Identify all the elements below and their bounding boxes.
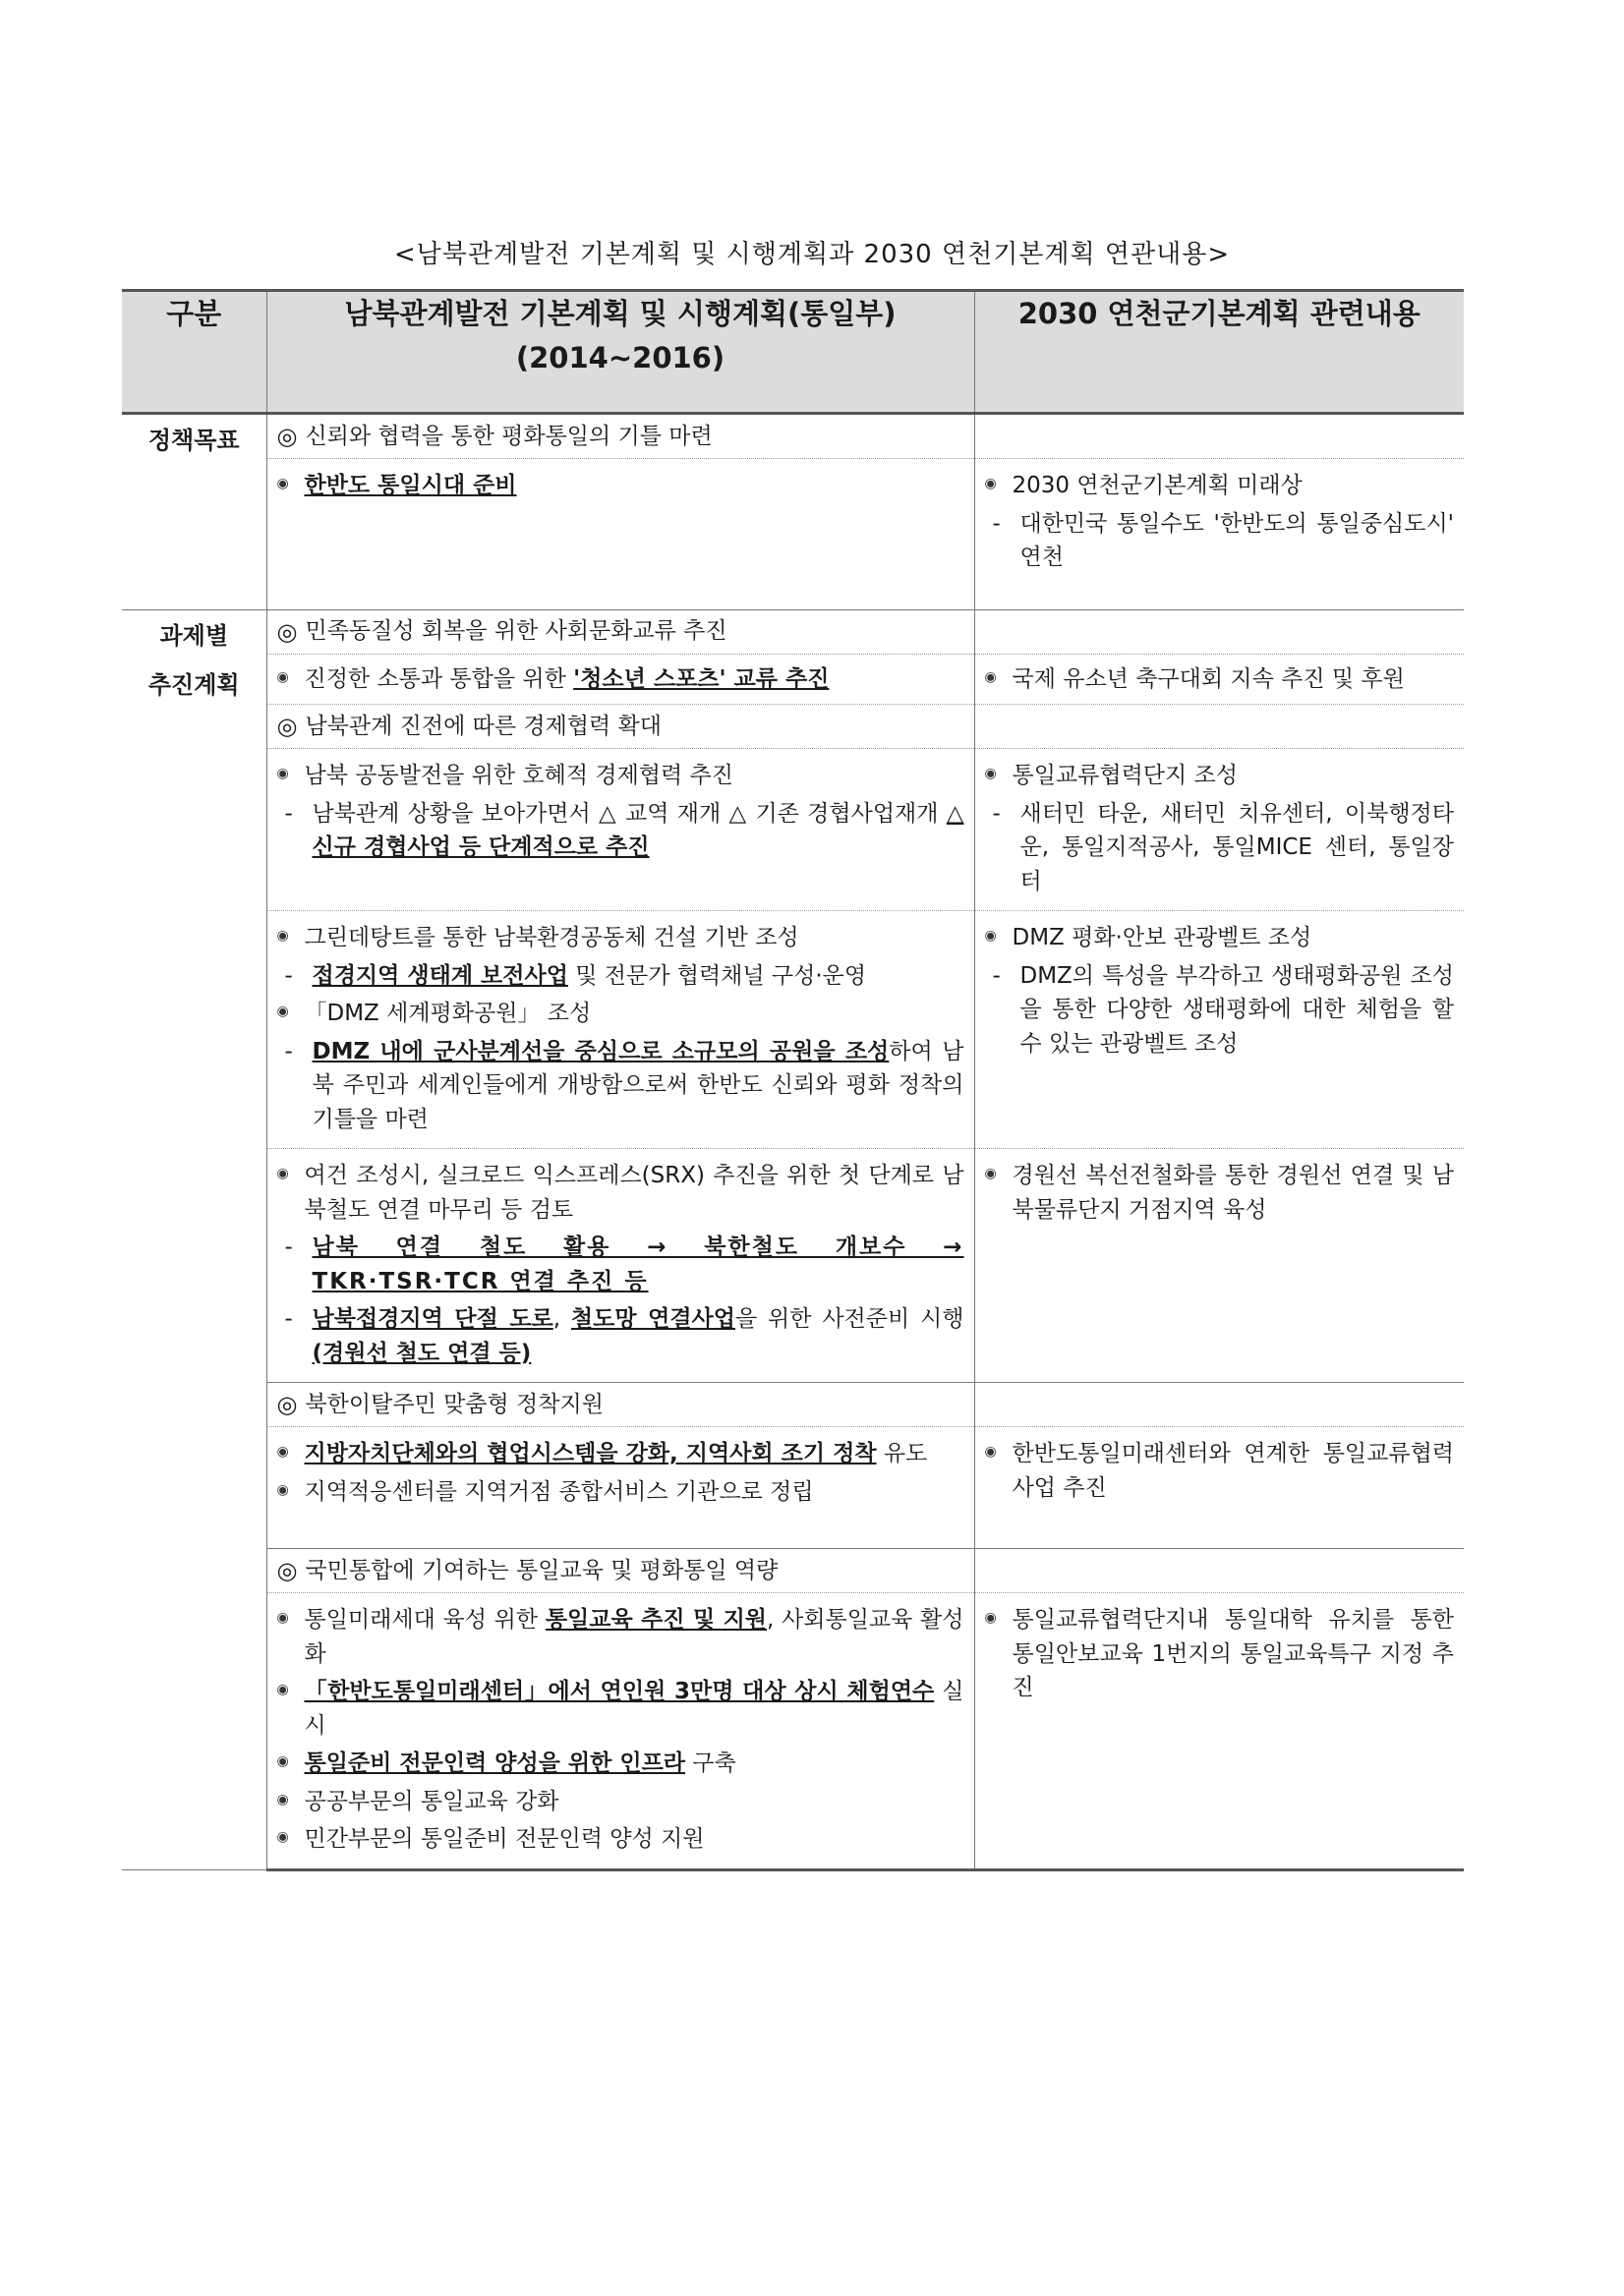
bullet-icon: ◉ <box>984 1610 997 1626</box>
text-span: 진정한 소통과 통합을 위한 <box>304 665 574 692</box>
policy-related-item: 2030 연천군기본계획 미래상 <box>1012 473 1303 498</box>
dash-mark: - <box>992 800 1001 827</box>
task-h1-content-row <box>122 654 1464 705</box>
double-circle-icon: ◎ <box>276 617 298 646</box>
heading-text: 남북관계 진전에 따른 경제협력 확대 <box>305 713 662 739</box>
text-span: 지역적응센터를 지역거점 종합서비스 기관으로 정립 <box>304 1478 814 1505</box>
text-span: 남북관계 상황을 보아가면서 △ 교역 재개 △ 기존 경협사업재개 <box>312 800 947 827</box>
empty-cell <box>974 414 1464 459</box>
task-h4-row <box>122 1549 1464 1593</box>
category-tasks <box>122 609 266 1869</box>
task-h2-heading <box>266 705 974 749</box>
dash-mark: - <box>284 1234 293 1260</box>
double-circle-icon: ◎ <box>276 1557 298 1584</box>
double-circle-icon: ◎ <box>276 1391 298 1418</box>
task-h4-plan <box>266 1593 974 1870</box>
task-h2b-row <box>122 911 1464 1149</box>
header-plan <box>266 291 974 414</box>
text-span: 하여 남북 주민과 세계인들에게 개방함으로써 한반도 신뢰와 평화 정착의 기틀을 마련 <box>312 1038 964 1132</box>
emphasis-span: 「한반도통일미래센터」에서 연인원 3만명 대상 상시 체험연수 <box>304 1679 935 1704</box>
task-h2b-plan <box>266 911 974 1149</box>
task-h1-plan <box>266 654 974 705</box>
heading-text: 신뢰와 협력을 통한 평화통일의 기틀 마련 <box>305 423 713 449</box>
task-h1-related <box>974 654 1464 705</box>
policy-related-sub: 대한민국 통일수도 '한반도의 통일중심도시' 연천 <box>1019 510 1454 570</box>
bullet-icon: ◉ <box>984 928 997 944</box>
text-span: 통일교류협력단지내 통일대학 유치를 통한 통일안보교육 1번지의 통일교육특구 지정 추진 <box>1012 1607 1454 1700</box>
text-span: 을 위한 사전준비 시행 <box>735 1306 964 1332</box>
category-tasks-line2: 추진계획 <box>147 670 240 699</box>
category-policy: 정책목표 <box>122 414 266 610</box>
table-header-row <box>122 291 1464 414</box>
header-plan-line2: (2014~2016) <box>515 340 725 374</box>
task-h3-content-row <box>122 1427 1464 1549</box>
heading-text: 국민통합에 기여하는 통일교육 및 평화통일 역량 <box>305 1557 779 1583</box>
comparison-table <box>122 289 1464 1871</box>
policy-heading-row <box>122 414 1464 459</box>
bullet-icon: ◉ <box>984 1444 997 1460</box>
bullet-icon: ◉ <box>276 928 289 944</box>
task-h4-content-row <box>122 1593 1464 1870</box>
policy-related-cell <box>974 459 1464 610</box>
bullet-icon: ◉ <box>276 1481 289 1498</box>
dash-mark: - <box>992 510 1001 537</box>
heading-text: 민족동질성 회복을 위한 사회문화교류 추진 <box>305 618 727 645</box>
task-h1-row <box>122 609 1464 654</box>
text-span: 실시 <box>304 1679 964 1739</box>
task-h4-related <box>974 1593 1464 1870</box>
text-span: DMZ의 특성을 부각하고 생태평화공원 조성을 통한 다양한 생태평화에 대한 체험을 할 수 있는 관광벨트 조성 <box>1019 962 1454 1057</box>
header-plan-line1: 남북관계발전 기본계획 및 시행계획(통일부) <box>344 297 897 330</box>
bullet-icon: ◉ <box>276 1610 289 1626</box>
empty-cell <box>974 705 1464 749</box>
emphasis-span: DMZ 내에 군사분계선을 중심으로 소규모의 공원을 조성 <box>312 1038 890 1064</box>
task-h1-heading <box>266 609 974 654</box>
task-h3-row <box>122 1383 1464 1427</box>
task-h2a-related <box>974 749 1464 911</box>
bullet-icon: ◉ <box>276 1753 289 1769</box>
double-circle-icon: ◎ <box>276 713 298 740</box>
text-span: 그린데탕트를 통한 남북환경공동체 건설 기반 조성 <box>304 925 799 950</box>
bullet-icon: ◉ <box>276 1682 289 1697</box>
empty-cell <box>974 1383 1464 1427</box>
dash-mark: - <box>992 962 1001 989</box>
emphasis-span: 남북접경지역 단절 도로 <box>312 1306 553 1332</box>
policy-plan-cell <box>266 459 974 610</box>
text-span: 새터민 타운, 새터민 치유센터, 이북행정타운, 통일지적공사, 통일MICE 센터, 통일장터 <box>1019 800 1454 894</box>
bullet-icon: ◉ <box>276 1791 289 1808</box>
text-span: , <box>552 1306 571 1332</box>
emphasis-span: 남북 연결 철도 활용 → 북한철도 개보수 → TKR·TSR·TCR 연결 추진 등 <box>312 1234 964 1294</box>
heading-text: 북한이탈주민 맞춤형 정착지원 <box>305 1391 604 1417</box>
bullet-icon: ◉ <box>276 1829 289 1845</box>
text-span: 공공부문의 통일교육 강화 <box>304 1788 559 1814</box>
text-span: , 사회통일교육 활성화 <box>304 1607 964 1667</box>
text-span: 경원선 복선전철화를 통한 경원선 연결 및 남북물류단지 거점지역 육성 <box>1012 1163 1454 1223</box>
task-h3-related <box>974 1427 1464 1549</box>
text-span: DMZ 평화·안보 관광벨트 조성 <box>1012 925 1312 950</box>
text-span: 통일미래세대 육성 위한 <box>304 1607 546 1633</box>
header-category: 구분 <box>122 291 266 414</box>
header-related: 2030 연천군기본계획 관련내용 <box>974 291 1464 414</box>
bullet-icon: ◉ <box>984 766 997 781</box>
task-h2a-plan <box>266 749 974 911</box>
bullet-icon: ◉ <box>276 1004 289 1019</box>
text-span: 및 전문가 협력채널 구성·운영 <box>567 962 867 989</box>
emphasis-span: 통일교육 추진 및 지원 <box>545 1607 768 1633</box>
task-h3-plan <box>266 1427 974 1549</box>
bullet-icon: ◉ <box>984 476 997 491</box>
bullet-icon: ◉ <box>276 1444 289 1460</box>
text-span: 여건 조성시, 실크로드 익스프레스(SRX) 추진을 위한 첫 단계로 남북철도 연결 마무리 등 검토 <box>304 1163 964 1223</box>
emphasis-span: 접경지역 생태계 보전사업 <box>312 962 568 989</box>
task-h2b-related <box>974 911 1464 1149</box>
emphasis-span: 철도망 연결사업 <box>570 1306 735 1332</box>
text-span: 「DMZ 세계평화공원」 조성 <box>304 1001 592 1026</box>
emphasis-span: '청소년 스포츠' 교류 추진 <box>573 665 830 692</box>
emphasis-span: 지방자치단체와의 협업시스템을 강화, 지역사회 조기 정착 <box>304 1441 877 1466</box>
task-h2a-row <box>122 749 1464 911</box>
task-h2c-row <box>122 1149 1464 1383</box>
text-span: 남북 공동발전을 위한 호혜적 경제협력 추진 <box>304 763 733 788</box>
dash-mark: - <box>284 800 293 827</box>
text-span: 통일교류협력단지 조성 <box>1012 763 1238 788</box>
bullet-icon: ◉ <box>276 668 289 685</box>
bullet-icon: ◉ <box>276 476 289 491</box>
dash-mark: - <box>284 962 293 989</box>
task-h3-heading <box>266 1383 974 1427</box>
task-h2c-related <box>974 1149 1464 1383</box>
double-circle-icon: ◎ <box>276 423 298 450</box>
text-span: 민간부문의 통일준비 전문인력 양성 지원 <box>304 1826 705 1852</box>
category-tasks-line1: 과제별 <box>159 621 229 650</box>
text-span: 구축 <box>685 1751 736 1776</box>
bullet-icon: ◉ <box>276 1166 289 1181</box>
document-title: <남북관계발전 기본계획 및 시행계획과 2030 연천기본계획 연관내용> <box>393 240 1231 269</box>
emphasis-span: △ 신규 경협사업 등 단계적으로 추진 <box>312 800 964 860</box>
text-span: 유도 <box>876 1441 928 1466</box>
empty-cell <box>974 1549 1464 1593</box>
bullet-icon: ◉ <box>984 668 997 685</box>
emphasis-span: 통일준비 전문인력 양성을 위한 인프라 <box>304 1751 686 1776</box>
task-h2-row <box>122 705 1464 749</box>
emphasis-span: (경원선 철도 연결 등) <box>312 1340 532 1366</box>
dash-mark: - <box>284 1038 293 1064</box>
bullet-icon: ◉ <box>984 1166 997 1181</box>
text-span: 국제 유소년 축구대회 지속 추진 및 후원 <box>1012 665 1405 692</box>
text-span: 한반도통일미래센터와 연계한 통일교류협력 사업 추진 <box>1012 1441 1454 1501</box>
task-h4-heading <box>266 1549 974 1593</box>
dash-mark: - <box>284 1306 293 1332</box>
bullet-icon: ◉ <box>276 766 289 781</box>
empty-cell <box>974 609 1464 654</box>
policy-heading <box>266 414 974 459</box>
policy-plan-item: 한반도 통일시대 준비 <box>304 473 517 498</box>
task-h2c-plan <box>266 1149 974 1383</box>
policy-content-row <box>122 459 1464 610</box>
